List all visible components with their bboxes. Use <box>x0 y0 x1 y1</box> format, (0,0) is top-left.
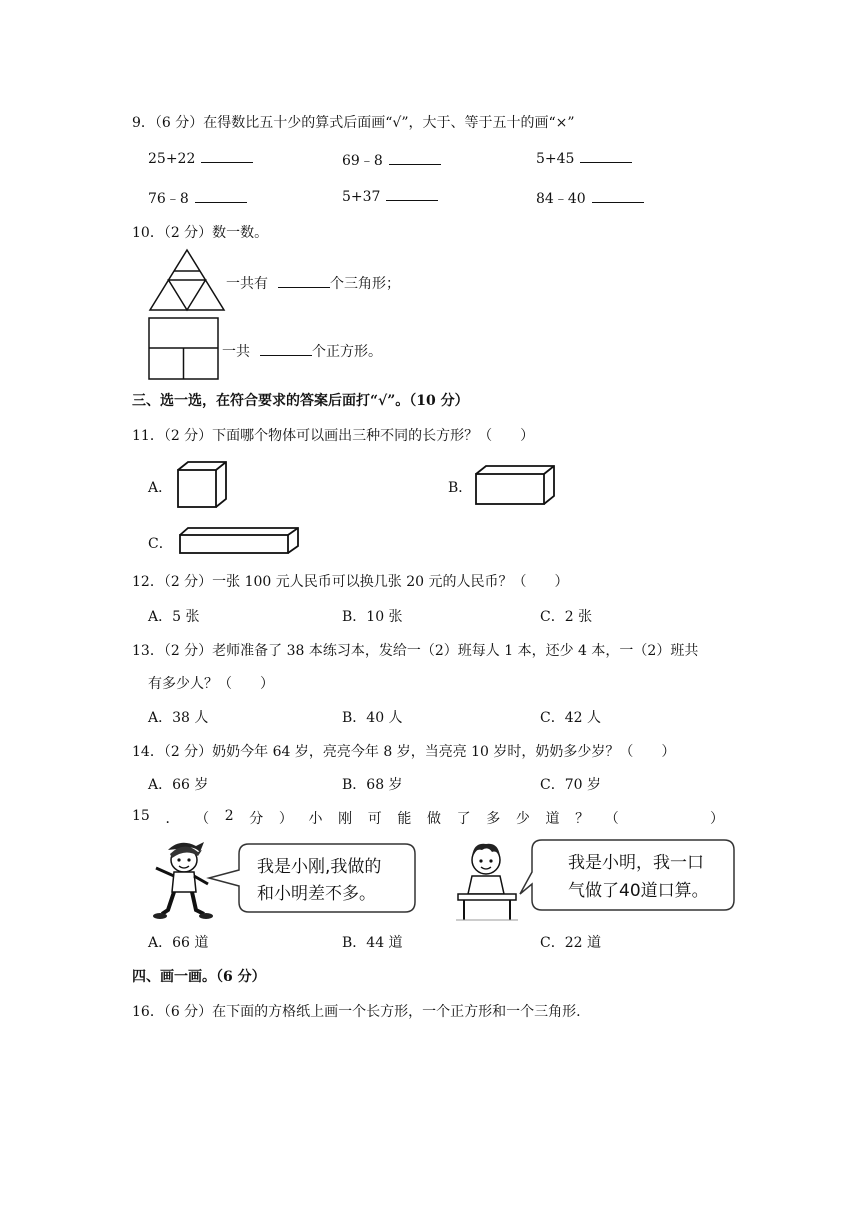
answer-blank[interactable] <box>260 343 312 356</box>
bubble-1-line1: 我是小刚,我做的 <box>257 857 382 877</box>
answer-blank[interactable] <box>580 150 632 163</box>
q10-stem: 10．（2 分）数一数。 <box>132 225 269 241</box>
q14-option-a[interactable]: A．66 岁 <box>148 777 209 793</box>
q11-option-a[interactable]: A． <box>148 480 173 496</box>
q9-expr: 5+45 <box>536 151 575 167</box>
long-bar-figure <box>178 526 300 556</box>
q11-stem: 11．（2 分）下面哪个物体可以画出三种不同的长方形？（ ） <box>132 428 535 444</box>
square-figure <box>148 317 220 381</box>
answer-blank[interactable] <box>195 190 247 203</box>
q9-stem: 9．（6 分）在得数比五十少的算式后面画“√”，大于、等于五十的画“×” <box>132 115 575 131</box>
q12-stem: 12．（2 分）一张 100 元人民币可以换几张 20 元的人民币？（ ） <box>132 574 569 590</box>
q10-triangle-question: 一共有 个三角形； <box>226 276 400 292</box>
q11-option-b[interactable]: B． <box>448 480 473 496</box>
q13-stem-line2: 有多少人？（ ） <box>148 676 274 692</box>
q15-option-a[interactable]: A．66 道 <box>148 935 209 951</box>
q9-item-6 <box>536 188 644 208</box>
q9-item-5 <box>342 188 438 205</box>
box-figure <box>474 464 556 506</box>
cube-figure <box>176 460 228 510</box>
q12-option-b[interactable]: B．10 张 <box>342 609 403 625</box>
q15-stem: 15 ． （ 2 分 ） 小 刚 可 能 做 了 多 少 道 ？ （ ） <box>132 808 724 827</box>
q9-expr: 69﹣8 <box>342 153 383 169</box>
answer-blank[interactable] <box>386 188 438 201</box>
section-4-heading: 四、画一画。（6 分） <box>132 969 266 985</box>
q9-expr: 25+22 <box>148 151 196 167</box>
q13-option-a[interactable]: A．38 人 <box>148 710 209 726</box>
q9-item-4 <box>148 188 247 208</box>
q9-expr: 76﹣8 <box>148 191 189 207</box>
answer-blank[interactable] <box>201 150 253 163</box>
xiaoming-boy-at-desk-icon <box>452 840 524 924</box>
q13-stem-line1: 13．（2 分）老师准备了 38 本练习本，发给一（2）班每人 1 本，还少 4 本，一（2）班共 <box>132 643 699 659</box>
q9-expr: 5+37 <box>342 189 381 205</box>
q12-option-a[interactable]: A．5 张 <box>148 609 200 625</box>
bubble-2-line2: 气做了40道口算。 <box>568 881 709 901</box>
q14-option-b[interactable]: B．68 岁 <box>342 777 403 793</box>
triangle-figure <box>148 248 226 312</box>
q9-item-1 <box>148 150 253 167</box>
q15-option-b[interactable]: B．44 道 <box>342 935 403 951</box>
q15-option-c[interactable]: C．22 道 <box>540 935 601 951</box>
q14-option-c[interactable]: C．70 岁 <box>540 777 601 793</box>
q9-expr: 84﹣40 <box>536 191 586 207</box>
bubble-1-line2: 和小明差不多。 <box>257 884 376 904</box>
section-3-heading: 三、选一选，在符合要求的答案后面打“√”。（10 分） <box>132 393 469 409</box>
bubble-2-line1: 我是小明，我一口 <box>568 853 704 873</box>
q12-option-c[interactable]: C．2 张 <box>540 609 593 625</box>
answer-blank[interactable] <box>389 152 441 165</box>
q10-square-question: 一共 个正方形。 <box>222 344 382 360</box>
q14-stem: 14．（2 分）奶奶今年 64 岁，亮亮今年 8 岁，当亮亮 10 岁时，奶奶多少岁？（ ） <box>132 744 676 760</box>
q11-option-c[interactable]: C． <box>148 536 173 552</box>
q16-stem: 16．（6 分）在下面的方格纸上画一个长方形，一个正方形和一个三角形. <box>132 1004 581 1020</box>
answer-blank[interactable] <box>278 275 330 288</box>
q13-option-b[interactable]: B．40 人 <box>342 710 403 726</box>
q9-item-3 <box>536 150 632 167</box>
answer-blank[interactable] <box>592 190 644 203</box>
q9-item-2 <box>342 150 441 170</box>
q13-option-c[interactable]: C．42 人 <box>540 710 601 726</box>
